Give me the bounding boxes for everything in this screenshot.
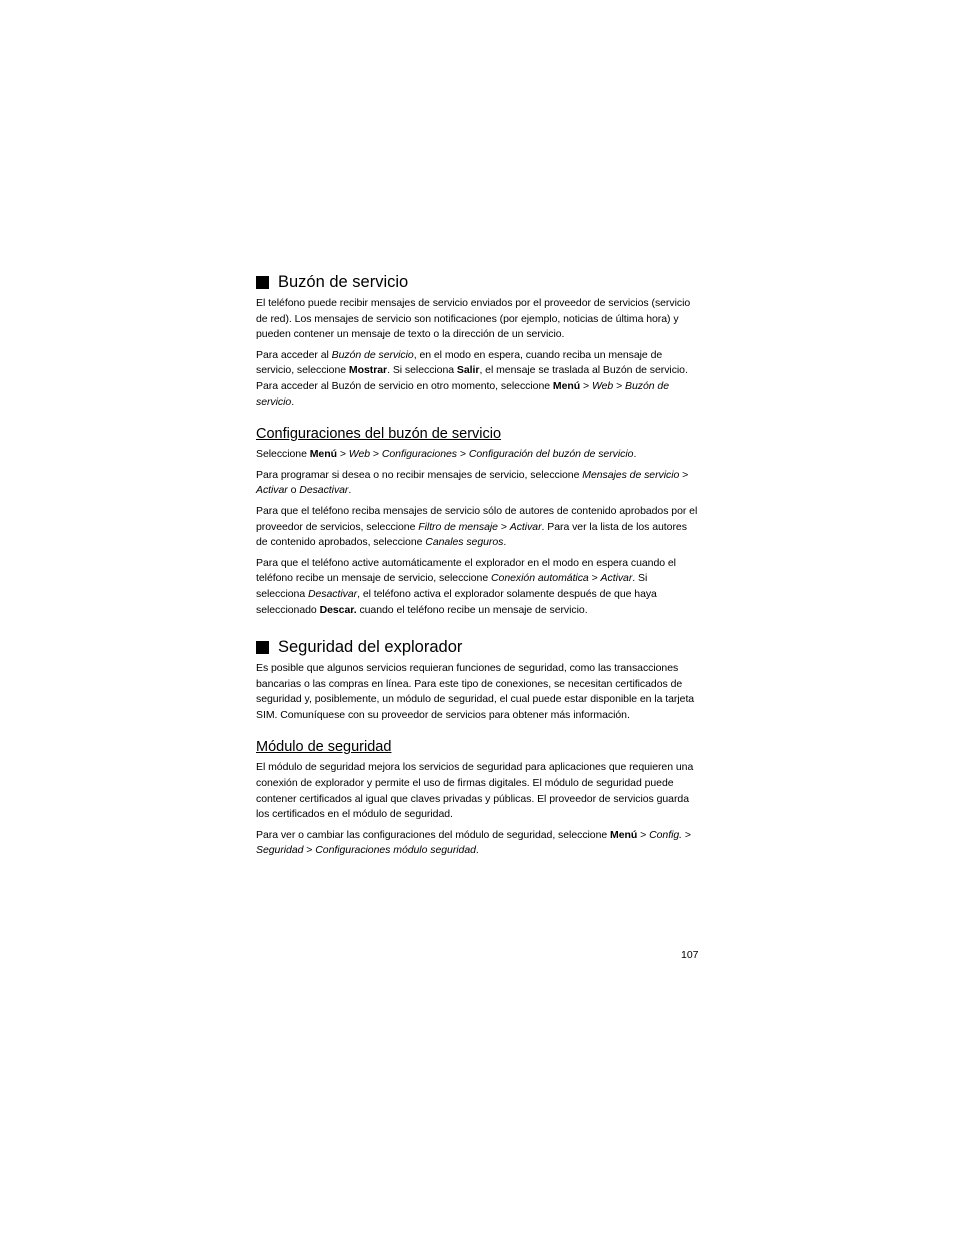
paragraph: Es posible que algunos servicios requieran funciones de seguridad, como las transacciones bancarias o las compras en línea. Para este tipo de conexiones, se necesitan certificados de seguridad y, posiblemente, un módulo de seguridad, el cual puede estar disponible en la tarjeta SIM. Comuníquese con su proveedor de servicios para obtener más información.: [256, 662, 695, 721]
paragraph: El teléfono puede recibir mensajes de servicio enviados por el proveedor de servicios (servicio de red). Los mensajes de servicio son notificaciones (por ejemplo, noticias de última hora) y pueden contener un mensaje de texto o la dirección de un servicio.: [256, 297, 691, 341]
heading-buzon-de-servicio: [256, 272, 698, 292]
section-square-icon: [256, 276, 269, 289]
subheading-configuraciones: Configuraciones del buzón de servicio: [256, 426, 502, 443]
page-content: [256, 272, 698, 864]
heading-text: Buzón de servicio: [278, 273, 409, 291]
paragraph: Para ver o cambiar las configuraciones del módulo de seguridad, seleccione Menú > Config. > Seguridad > Configuraciones módulo seguridad.: [256, 828, 691, 857]
paragraph: Para que el teléfono reciba mensajes de servicio sólo de autores de contenido aprobados por el proveedor de servicios, seleccione Filtro de mensaje > Activar. Para ver la lista de los autores de contenido aprobados, seleccione Canales seguros.: [256, 504, 698, 549]
section-square-icon: [256, 641, 269, 654]
heading-seguridad-del-explorador: [256, 637, 698, 657]
page-number: 107: [681, 949, 699, 961]
heading-text: Seguridad del explorador: [278, 638, 463, 657]
paragraph: Para programar si desea o no recibir mensajes de servicio, seleccione Mensajes de servicio > Activar o Desactivar.: [256, 468, 689, 497]
paragraph: Para acceder al Buzón de servicio, en el modo en espera, cuando reciba un mensaje de servicio, seleccione Mostrar. Si selecciona Salir, el mensaje se traslada al Buzón de servicio. Para acceder al Buzón de servicio en otro momento, seleccione Menú > Web > Buzón de servicio.: [256, 348, 688, 408]
paragraph: Seleccione Menú > Web > Configuraciones > Configuración del buzón de servicio.: [256, 448, 637, 461]
paragraph: El módulo de seguridad mejora los servicios de seguridad para aplicaciones que requieren una conexión de explorador y permite el uso de firmas digitales. El módulo de seguridad puede contener certificados al igual que claves privadas y públicas. El proveedor de servicios guarda los certificados en el módulo de seguridad.: [256, 761, 694, 821]
subheading-modulo-de-seguridad: Módulo de seguridad: [256, 739, 392, 756]
paragraph: Para que el teléfono active automáticamente el explorador en el modo en espera cuando el teléfono recibe un mensaje de servicio, seleccione Conexión automática > Activar. Si selecciona Desactivar, el teléfono activa el explorador solamente después de que haya seleccionado Descar. cuando el teléfono recibe un mensaje de servicio.: [256, 556, 676, 616]
